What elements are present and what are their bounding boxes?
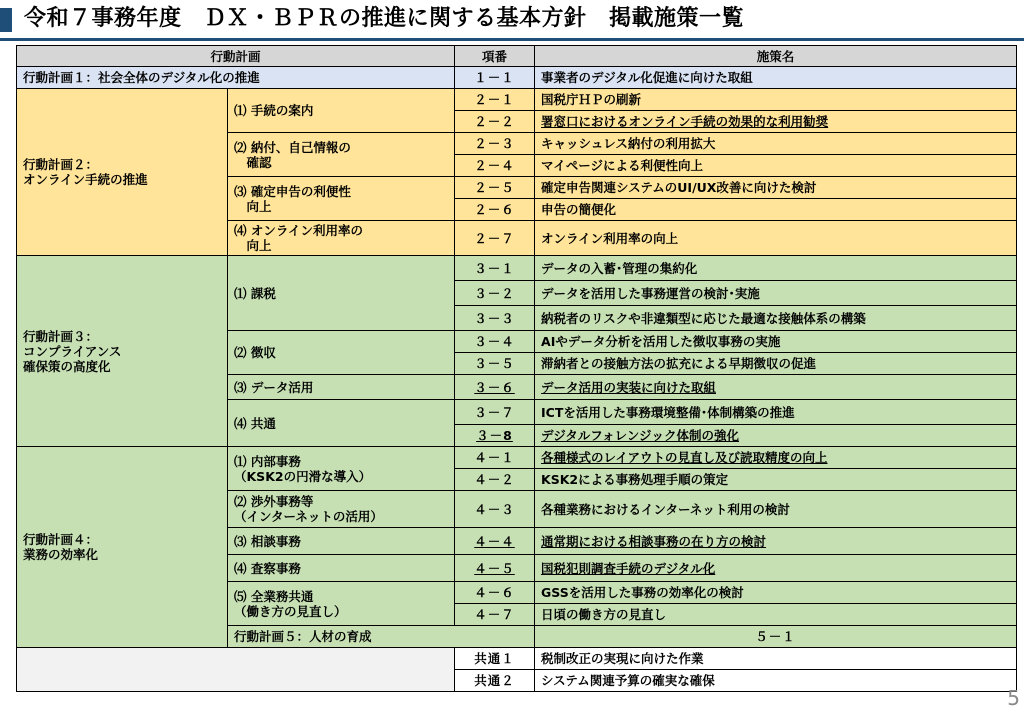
item-name: KSK2による事務処理手順の策定	[535, 469, 1017, 491]
plan2-sub1-label: ⑴ 手続の案内	[228, 89, 455, 133]
page-number: 5	[1007, 686, 1020, 710]
page-title: 令和７事務年度 ＤＸ・ＢＰＲの推進に関する基本方針 掲載施策一覧	[24, 6, 745, 31]
item-name: データを活用した事務運営の検討･実施	[535, 281, 1017, 306]
item-name: データの入蓄･管理の集約化	[535, 256, 1017, 281]
plan4-sub4-label: ⑷ 査察事務	[228, 555, 455, 582]
plan4-sub3-label: ⑶ 相談事務	[228, 528, 455, 555]
item-name: AIやデータ分析を活用した徴収事務の実施	[535, 331, 1017, 353]
plan3-label: 行動計画３： コンプライアンス 確保策の高度化	[17, 256, 228, 447]
item-name: GSSを活用した事務の効率化の検討	[535, 582, 1017, 604]
item-number: ３－５	[455, 353, 535, 375]
item-number: ２－７	[455, 221, 535, 256]
plan3-sub3-label: ⑶ データ活用	[228, 375, 455, 400]
item-number: ５－１	[535, 626, 1017, 648]
title-underline	[0, 38, 1024, 41]
item-number: ４－７	[455, 604, 535, 626]
plan1-label: 行動計画１：社会全体のデジタル化の推進	[17, 67, 455, 89]
table-row	[17, 447, 1017, 469]
item-name: 申告の簡便化	[535, 199, 1017, 221]
item-name: マイページによる利便性向上	[535, 155, 1017, 177]
item-number: ４－４	[455, 528, 535, 555]
item-name: 納税者のリスクや非違類型に応じた最適な接触体系の構築	[535, 306, 1017, 331]
title-accent-bar	[0, 8, 12, 32]
item-number: ４－１	[455, 447, 535, 469]
item-number: ４－６	[455, 582, 535, 604]
item-number: ２－１	[455, 89, 535, 111]
item-number: ２－２	[455, 111, 535, 133]
item-number: １－１	[455, 67, 535, 89]
item-number: ３－8	[455, 425, 535, 447]
item-name: 日頃の働き方の見直し	[535, 604, 1017, 626]
item-number: ２－４	[455, 155, 535, 177]
item-name: 署窓口におけるオンライン手続の効果的な利用勧奨	[535, 111, 1017, 133]
item-name: オンライン利用率の向上	[535, 221, 1017, 256]
plan3-sub1-label: ⑴ 課税	[228, 256, 455, 331]
measures-table	[16, 45, 1017, 692]
plan3-sub4-label: ⑷ 共通	[228, 400, 455, 447]
table-row	[17, 89, 1017, 111]
plan2-sub4-label: ⑷ オンライン利用率の 向上	[228, 221, 455, 256]
header-measure: 施策名	[535, 46, 1017, 67]
item-name: 各種業務におけるインターネット利用の検討	[535, 491, 1017, 528]
plan4-sub2-label: ⑵ 渉外事務等 （インターネットの活用）	[228, 491, 455, 528]
table-row	[17, 256, 1017, 281]
item-name: 各種様式のレイアウトの見直し及び読取精度の向上	[535, 447, 1017, 469]
item-name: 確定申告関連システムのUI/UX改善に向けた検討	[535, 177, 1017, 199]
item-name: データ活用の実装に向けた取組	[535, 375, 1017, 400]
table-header-row	[17, 46, 1017, 67]
item-number: ３－７	[455, 400, 535, 425]
plan2-label: 行動計画２： オンライン手続の推進	[17, 89, 228, 256]
item-number: ３－２	[455, 281, 535, 306]
common-blank-cell	[17, 648, 455, 692]
plan3-sub2-label: ⑵ 徴収	[228, 331, 455, 375]
item-number: ３－４	[455, 331, 535, 353]
plan2-sub2-label: ⑵ 納付、自己情報の 確認	[228, 133, 455, 177]
table-row	[17, 67, 1017, 89]
plan5-label: 行動計画５：人材の育成	[228, 626, 535, 648]
item-number: ４－２	[455, 469, 535, 491]
item-name: 滞納者との接触方法の拡充による早期徴収の促進	[535, 353, 1017, 375]
item-name: 通常期における相談事務の在り方の検討	[535, 528, 1017, 555]
item-name: キャッシュレス納付の利用拡大	[535, 133, 1017, 155]
plan4-sub1-label: ⑴ 内部事務 （KSK2の円滑な導入）	[228, 447, 455, 491]
item-number: ３－３	[455, 306, 535, 331]
plan4-sub5-label: ⑸ 全業務共通 （働き方の見直し）	[228, 582, 455, 626]
item-name: 国税庁ＨＰの刷新	[535, 89, 1017, 111]
plan4-label: 行動計画４： 業務の効率化	[17, 447, 228, 648]
item-number: ２－３	[455, 133, 535, 155]
item-name: 国税犯則調査手続のデジタル化	[535, 555, 1017, 582]
item-number: ４－５	[455, 555, 535, 582]
item-number: ３－６	[455, 375, 535, 400]
plan2-sub3-label: ⑶ 確定申告の利便性 向上	[228, 177, 455, 221]
header-plan: 行動計画	[17, 46, 455, 67]
header-number: 項番	[455, 46, 535, 67]
item-number: 共通２	[455, 670, 535, 692]
item-name: ICTを活用した事務環境整備･体制構築の推進	[535, 400, 1017, 425]
item-number: ３－１	[455, 256, 535, 281]
item-number: ２－６	[455, 199, 535, 221]
item-name: システム関連予算の確実な確保	[535, 670, 1017, 692]
item-number: ４－３	[455, 491, 535, 528]
item-name: 税制改正の実現に向けた作業	[535, 648, 1017, 670]
table-row	[17, 648, 1017, 670]
item-number: 共通１	[455, 648, 535, 670]
item-number: ２－５	[455, 177, 535, 199]
item-name: デジタルフォレンジック体制の強化	[535, 425, 1017, 447]
item-name: 事業者のデジタル化促進に向けた取組	[535, 67, 1017, 89]
